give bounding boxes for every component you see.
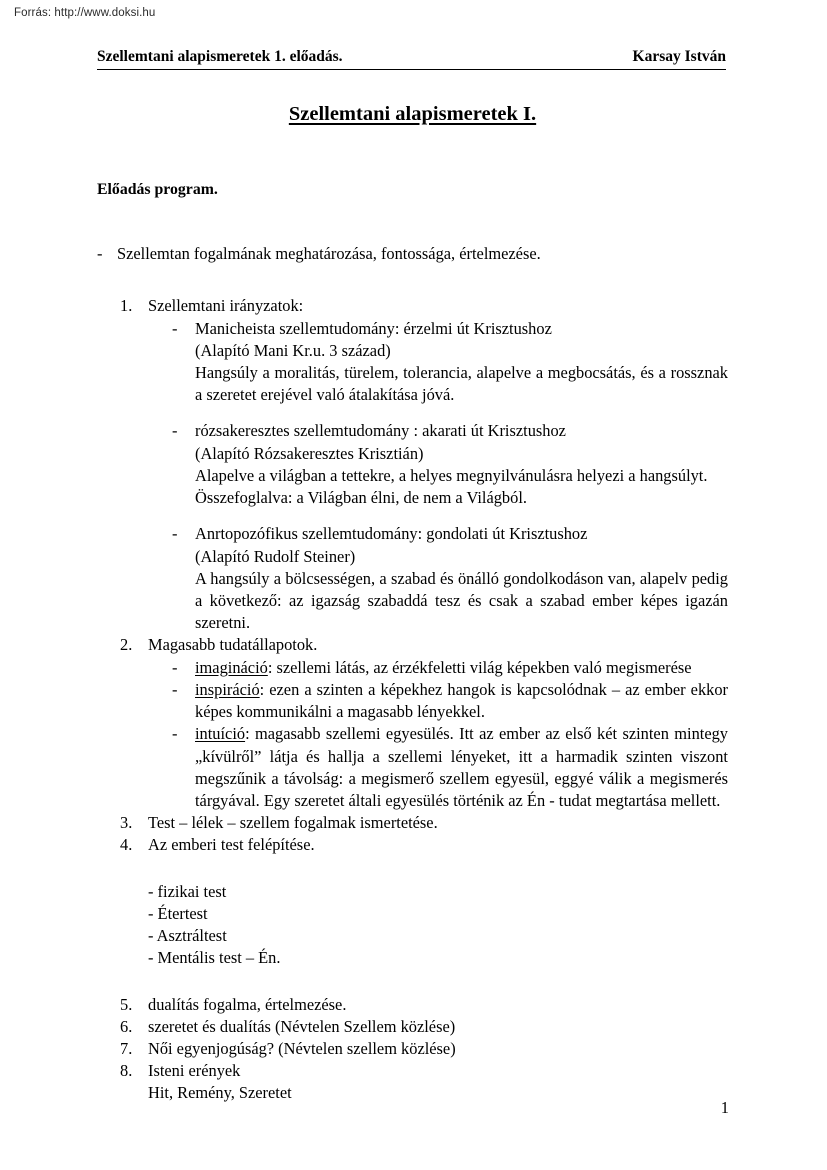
list-item-number: 1. <box>120 296 133 316</box>
intro-bullet <box>97 243 728 265</box>
list-item-title: Isteni erények <box>148 1061 241 1081</box>
running-header <box>97 48 726 70</box>
list-item <box>97 295 728 634</box>
list-item-title: Női egyenjogúság? (Névtelen szellem közlése) <box>148 1038 456 1058</box>
list-item <box>97 812 728 834</box>
header-author: Karsay István <box>632 48 726 65</box>
sub-list <box>148 657 728 813</box>
list-item <box>97 1038 728 1060</box>
dash-icon: - <box>172 524 178 544</box>
list-item-number: 3. <box>120 813 133 833</box>
sub-line: Manicheista szellemtudomány: érzelmi út Krisztushoz <box>195 318 552 338</box>
sub-paragraph: A hangsúly a bölcsességen, a szabad és önálló gondolkodáson van, alapelv pedig a következő: az igazság szabaddá tesz és csak a szabad ember képes igazán szeretni. <box>195 568 728 633</box>
sub-list-item <box>148 420 728 509</box>
sub-line: (Alapító Rudolf Steiner) <box>195 546 356 566</box>
list-item <box>97 634 728 812</box>
header-lecture-title: Szellemtani alapismeretek 1. előadás. <box>97 48 343 65</box>
list-item-title: dualítás fogalma, értelmezése. <box>148 994 347 1014</box>
program-heading: Előadás program. <box>97 180 218 198</box>
body-parts-list <box>97 881 728 970</box>
dash-icon: - <box>172 724 178 744</box>
sub-list-item <box>148 679 728 723</box>
sub-line: Anrtopozófikus szellemtudomány: gondolati út Krisztushoz <box>195 524 588 544</box>
list-item-number: 5. <box>120 994 133 1014</box>
term-intuicio: intuíció <box>195 724 246 744</box>
list-item <box>97 834 728 856</box>
list-item-number: 7. <box>120 1038 133 1058</box>
sub-line: Alapelve a világban a tettekre, a helyes megnyilvánulásra helyezi a hangsúlyt. <box>195 465 708 485</box>
list-item-number: 6. <box>120 1016 133 1036</box>
source-watermark: Forrás: http://www.doksi.hu <box>14 7 156 19</box>
body-part-item: - Mentális test – Én. <box>148 948 281 968</box>
sub-line: rózsakeresztes szellemtudomány : akarati út Krisztushoz <box>195 421 566 441</box>
page-title: Szellemtani alapismeretek I. <box>288 103 537 125</box>
term-imaginacio: imagináció <box>195 657 268 677</box>
sub-line: (Alapító Mani Kr.u. 3 század) <box>195 340 391 360</box>
list-item-title: Az emberi test felépítése. <box>148 835 315 855</box>
body-part-item: - fizikai test <box>148 881 227 901</box>
program-list-continued <box>97 994 728 1105</box>
list-item <box>97 1016 728 1038</box>
dash-icon: - <box>172 421 178 441</box>
list-item-number: 2. <box>120 635 133 655</box>
sub-paragraph: Hangsúly a moralitás, türelem, tolerancia, alapelve a megbocsátás, és a rossznak a szeretet erejével való átalakítása jóvá. <box>195 363 728 405</box>
list-item-extra-line: Hit, Remény, Szeretet <box>148 1083 292 1103</box>
term-description: : magasabb szellemi egyesülés. Itt az ember az első két szinten mintegy „kívülről” látja és hallja a szellemi lényeket, itt a harmadik szinten viszont megszűnik a távolság: a megismerő szellem egyesül, eggyé válik a megismerés tárgyával. Egy szeretet általi egyesülés történik az Én - tudat megtartása mellett. <box>195 724 728 810</box>
sub-list-item <box>148 523 728 634</box>
sub-list-item <box>148 318 728 407</box>
intro-text: Szellemtan fogalmának meghatározása, fontossága, értelmezése. <box>117 244 541 264</box>
sub-list <box>148 318 728 635</box>
term-inspiracio: inspiráció <box>195 679 260 699</box>
dash-icon: - <box>97 244 103 264</box>
document-body <box>97 95 728 1105</box>
list-item-title: Test – lélek – szellem fogalmak ismertetése. <box>148 813 438 833</box>
sub-list-item <box>148 723 728 812</box>
sub-list-item <box>148 657 728 679</box>
list-item-number: 4. <box>120 835 133 855</box>
program-list <box>97 295 728 856</box>
list-item <box>97 994 728 1016</box>
list-item-title: Magasabb tudatállapotok. <box>148 635 318 655</box>
dash-icon: - <box>172 318 178 338</box>
term-description: : ezen a szinten a képekhez hangok is kapcsolódnak – az ember ekkor képes kommunikálni a magasabb lényekkel. <box>195 679 728 722</box>
dash-icon: - <box>172 657 178 677</box>
sub-line: Összefoglalva: a Világban élni, de nem a Világból. <box>195 488 527 508</box>
list-item-title: szeretet és dualítás (Névtelen Szellem közlése) <box>148 1016 456 1036</box>
body-part-item: - Asztráltest <box>148 926 227 946</box>
page-number: 1 <box>720 1098 729 1117</box>
term-description: : szellemi látás, az érzékfeletti világ képekben való megismerése <box>267 657 692 677</box>
sub-line: (Alapító Rózsakeresztes Krisztián) <box>195 443 424 463</box>
list-item-number: 8. <box>120 1061 133 1081</box>
list-item-title: Szellemtani irányzatok: <box>148 296 304 316</box>
dash-icon: - <box>172 679 178 699</box>
body-part-item: - Étertest <box>148 903 208 923</box>
